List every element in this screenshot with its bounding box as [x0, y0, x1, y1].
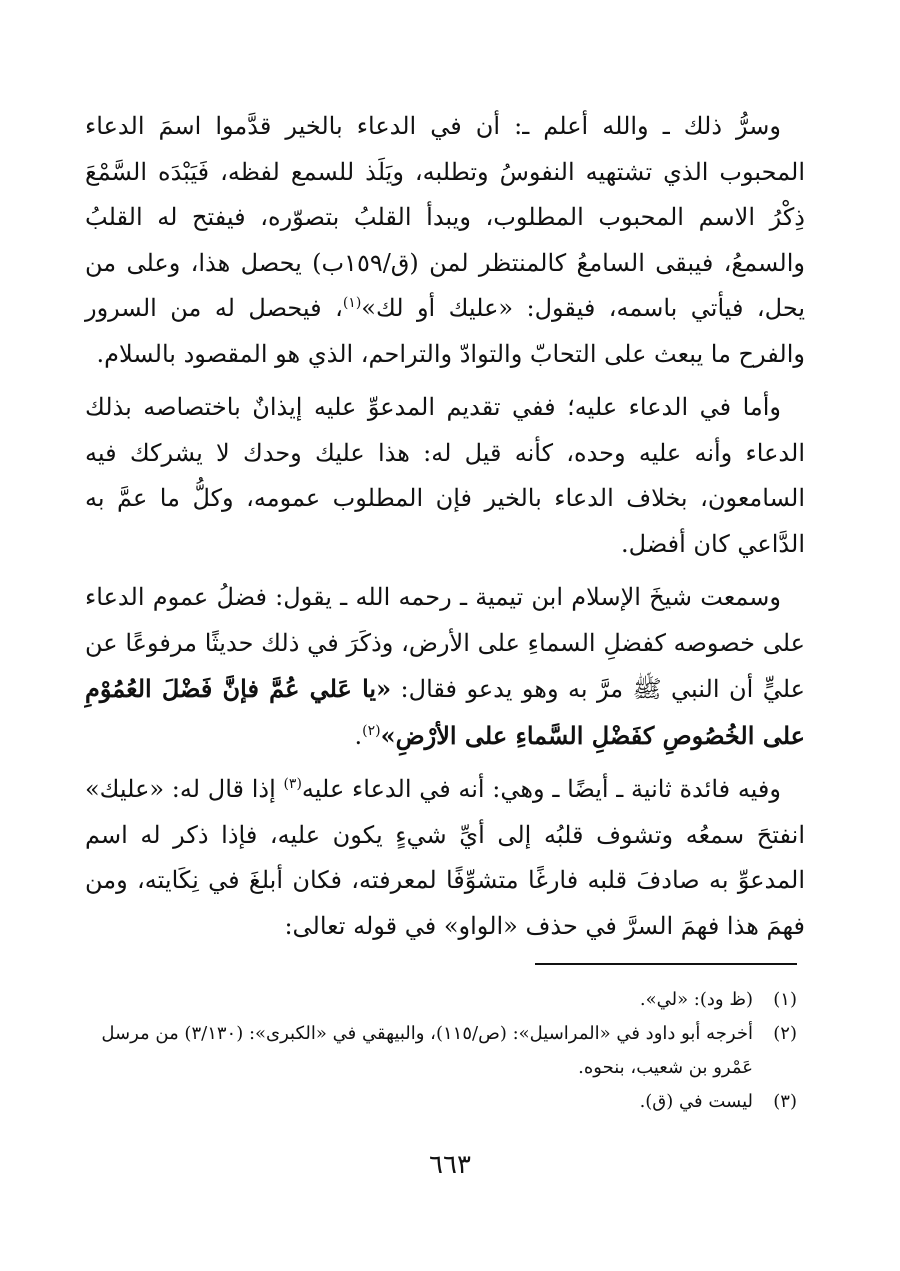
footnote-2	[85, 1017, 797, 1085]
footnote-ref-3: (٣)	[283, 776, 302, 792]
paragraph-4	[85, 767, 805, 949]
paragraph-2-text: وأما في الدعاء عليه؛ ففي تقديم المدعوِّ عليه إيذانٌ باختصاصه بذلك الدعاء وأنه عليه وحده، كأنه قيل له: هذا عليك وحدك لا يشركك فيه السامعون، بخلاف الدعاء بالخير فإن المطلوب عمومه، وكلُّ ما عمَّ به الدَّاعي كان أفضل.	[85, 393, 805, 558]
paragraph-1-text-a: وسرُّ ذلك ـ والله أعلم ـ: أن في الدعاء بالخير قدَّموا اسمَ الدعاء المحبوب الذي تشتهيه النفوسُ وتطلبه، ويَلَذ للسمع لفظه، فَيَبْدَه السَّمْعَ ذِكْرُ الاسم المحبوب المطلوب، ويبدأ القلبُ بتصوّره، فيفتح له القلبُ والسمعُ، فيبقى السامعُ كالمنتظر لمن (ق/١٥٩ب) يحصل هذا، وعلى من يحل، فيأتي باسمه، فيقول: «عليك أو لك»	[85, 112, 806, 322]
paragraph-4-text-b: إذا قال له: «عليك» انفتحَ سمعُه وتشوف قلبُه إلى أيِّ شيءٍ يكون عليه، فإذا ذكر له اسم المدعوِّ به صادفَ قلبه فارغًا متشوِّفًا لمعرفته، فكان أبلغَ في نِكَايته، ومن فهمَ هذا فهمَ السرَّ في حذف «الواو» في قوله تعالى:	[85, 775, 806, 940]
footnote-text: (ظ ود): «لي».	[639, 989, 753, 1010]
footnote-number: (١)	[773, 989, 797, 1010]
footnote-ref-1: (١)	[342, 295, 362, 311]
hadith-quote: «يا عَلي عُمَّ فإنَّ فَضْلَ العُمُوْمِ على الخُصُوصِ كفَضْلِ السَّماءِ على الأرْضِ»	[85, 674, 805, 750]
footnote-1	[85, 983, 797, 1017]
paragraph-3-end: .	[354, 721, 363, 750]
footnote-ref-2: (٢)	[362, 722, 381, 739]
footnote-number: (٣)	[773, 1091, 797, 1112]
main-text	[85, 104, 805, 957]
footnote-text: ليست في (ق).	[639, 1091, 753, 1112]
paragraph-2	[85, 385, 805, 567]
footnote-text: أخرجه أبو داود في «المراسيل»: (ص/١١٥)، والبيهقي في «الكبرى»: (٣/١٣٠) من مرسل عَمْرو بن شعيب، بنحوه.	[101, 1023, 753, 1078]
paragraph-3-text: وسمعت شيخَ الإسلام ابن تيمية ـ رحمه الله ـ يقول: فضلُ عموم الدعاء على خصوصه كفضلِ السماءِ على الأرض، وذكَرَ في ذلك حديثًا مرفوعًا عن عليٍّ أن النبي ﷺ مرَّ به وهو يدعو فقال:	[85, 583, 805, 703]
paragraph-1-text-b: ، فيحصل له من السرور والفرح ما يبعث على التحابّ والتوادّ والتراحم، الذي هو المقصود بالسلام.	[85, 294, 805, 368]
paragraph-4-text-a: وفيه فائدة ثانية ـ أيضًا ـ وهي: أنه في الدعاء عليه	[301, 775, 781, 803]
footnote-3	[85, 1085, 797, 1119]
footnote-divider	[535, 963, 797, 965]
paragraph-1	[85, 104, 805, 377]
footnote-number: (٢)	[773, 1023, 797, 1044]
footnotes	[85, 983, 797, 1119]
paragraph-3	[85, 575, 805, 759]
page-number: ٦٦٣	[429, 1150, 471, 1180]
